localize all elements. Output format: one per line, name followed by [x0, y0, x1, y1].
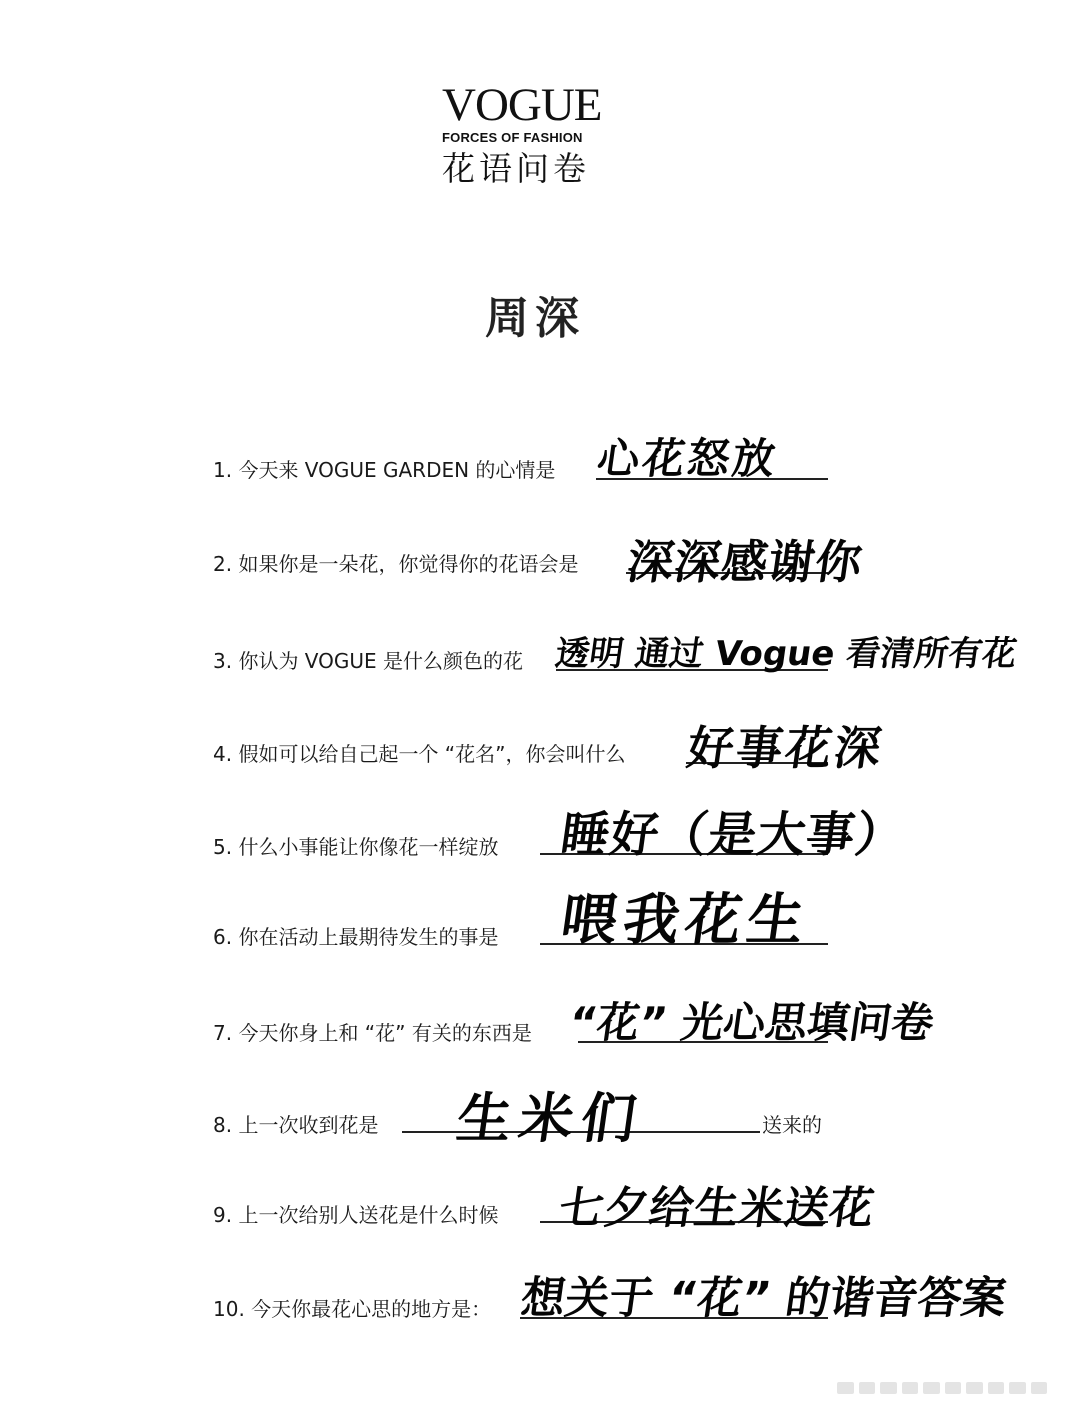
question-8-suffix: 送来的: [762, 1113, 822, 1137]
question-3: 3. 你认为 VOGUE 是什么颜色的花: [213, 649, 523, 673]
question-10: 10. 今天你最花心思的地方是：: [213, 1297, 492, 1321]
question-7: 7. 今天你身上和 “花” 有关的东西是: [213, 1021, 532, 1045]
question-8: 8. 上一次收到花是: [213, 1113, 379, 1137]
question-6: 6. 你在活动上最期待发生的事是: [213, 925, 499, 949]
answer-7: “花” 光心思填问卷: [566, 998, 937, 1047]
questionnaire-title: 花语问卷: [442, 149, 590, 188]
question-1: 1. 今天来 VOGUE GARDEN 的心情是: [213, 458, 556, 482]
answer-6: 喂我花生: [556, 888, 814, 953]
answer-2: 深深感谢你: [623, 535, 867, 589]
answer-9: 七夕给生米送花: [555, 1183, 878, 1234]
question-9: 9. 上一次给别人送花是什么时候: [213, 1203, 499, 1227]
question-4: 4. 假如可以给自己起一个 “花名”，你会叫什么: [213, 742, 626, 766]
brand-wordmark: VOGUE: [442, 79, 602, 131]
answer-3: 透明 通过 Vogue 看清所有花: [552, 634, 1020, 674]
answer-1: 心花怒放: [594, 434, 782, 483]
answer-8: 生米们: [453, 1087, 648, 1150]
respondent-name: 周深: [485, 293, 585, 344]
brand-subtitle: FORCES OF FASHION: [442, 130, 583, 145]
answer-4: 好事花深: [683, 721, 888, 775]
question-5: 5. 什么小事能让你像花一样绽放: [213, 835, 499, 859]
vogue-logo: [442, 79, 612, 189]
answer-10: 想关于 “花” 的谐音答案: [517, 1273, 1010, 1324]
answer-5: 睡好（是大事）: [557, 807, 909, 863]
image-indicator: [837, 1382, 1047, 1394]
question-2: 2. 如果你是一朵花，你觉得你的花语会是: [213, 552, 579, 576]
